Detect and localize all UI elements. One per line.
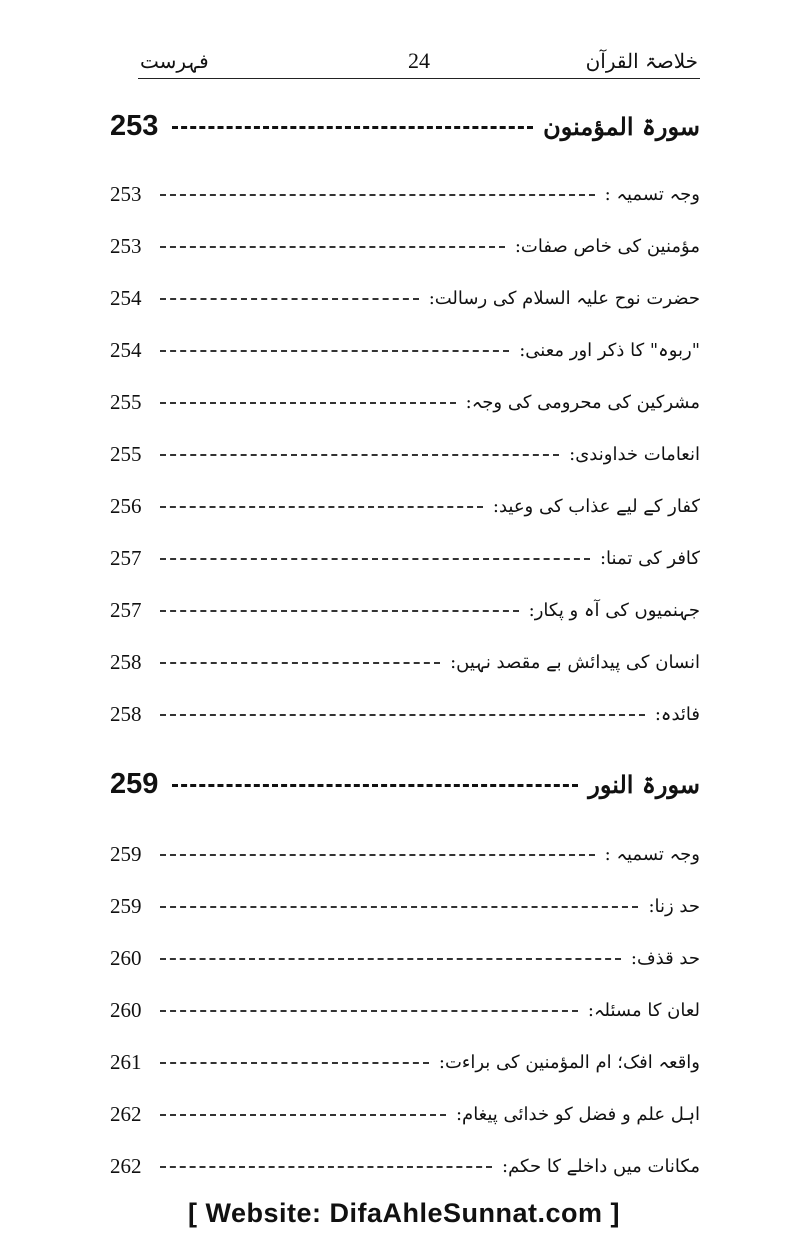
leader-line [160, 1062, 429, 1064]
entry-title: لعان کا مسئلہ: [587, 999, 700, 1021]
entry-title: مکانات میں داخلے کا حکم: [502, 1155, 700, 1177]
leader-line [160, 1010, 578, 1012]
entry-title: حضرت نوح علیہ السلام کی رسالت: [428, 287, 700, 309]
entry-title: وجہ تسمیہ : [604, 843, 700, 865]
entry-title: "ربوہ" کا ذکر اور معنی: [519, 339, 700, 361]
entry-title: کفار کے لیے عذاب کی وعید: [492, 495, 700, 517]
entry-title: فائدہ: [654, 703, 700, 725]
entry-title: وجہ تسمیہ : [604, 183, 700, 205]
leader-line [160, 906, 638, 908]
leader-line [160, 662, 440, 664]
entry-page-number: 260 [110, 997, 142, 1022]
entry-title: واقعہ افک؛ ام المؤمنین کی براءت: [438, 1051, 700, 1073]
leader-line [160, 246, 505, 248]
toc-entry[interactable] [110, 486, 700, 526]
leader-line [160, 350, 509, 352]
entry-title: مؤمنین کی خاص صفات: [514, 235, 700, 257]
toc-entry[interactable] [110, 278, 700, 318]
entry-page-number: 257 [110, 545, 142, 570]
entry-page-number: 258 [110, 701, 142, 726]
toc-entry[interactable] [110, 886, 700, 926]
toc-entry[interactable] [110, 642, 700, 682]
toc-entry[interactable] [110, 1042, 700, 1082]
surah-page-number: 253 [110, 109, 159, 142]
toc-entry[interactable] [110, 538, 700, 578]
entry-page-number: 261 [110, 1049, 142, 1074]
leader-line [160, 1114, 446, 1116]
entry-page-number: 257 [110, 597, 142, 622]
toc-entry[interactable] [110, 226, 700, 266]
toc-entry[interactable] [110, 174, 700, 214]
entry-page-number: 255 [110, 389, 142, 414]
leader-line [172, 126, 533, 129]
entry-title: انعامات خداوندی: [569, 443, 700, 465]
entry-title: حد قذف: [630, 947, 700, 969]
entry-page-number: 259 [110, 893, 142, 918]
entry-title: اہل علم و فضل کو خدائی پیغام: [455, 1103, 700, 1125]
header-book-title: خلاصۃ القرآن [585, 49, 698, 73]
leader-line [160, 714, 645, 716]
entry-page-number: 259 [110, 841, 142, 866]
toc-entry[interactable] [110, 938, 700, 978]
leader-line [160, 854, 595, 856]
toc-entry[interactable] [110, 382, 700, 422]
entry-title: حد زنا: [648, 895, 700, 917]
leader-line [160, 958, 621, 960]
leader-line [160, 1166, 492, 1168]
entry-page-number: 262 [110, 1101, 142, 1126]
entry-title: کافر کی تمنا: [599, 547, 700, 569]
leader-line [160, 558, 590, 560]
toc-entry[interactable] [110, 834, 700, 874]
leader-line [160, 506, 483, 508]
entry-page-number: 256 [110, 493, 142, 518]
leader-line [172, 784, 578, 787]
website-footer: [ Website: DifaAhleSunnat.com ] [187, 1198, 621, 1228]
table-of-contents [110, 0, 700, 1249]
surah-title: سورۃ المؤمنون [543, 111, 700, 141]
header-section-name: فہرست [140, 49, 209, 73]
entry-page-number: 254 [110, 285, 142, 310]
leader-line [160, 454, 559, 456]
header-page-number: 24 [408, 48, 430, 73]
leader-line [160, 610, 519, 612]
surah-title: سورۃ النور [588, 769, 700, 799]
entry-page-number: 253 [110, 233, 142, 258]
entry-title: انسان کی پیدائش بے مقصد نہیں: [450, 651, 700, 673]
toc-entry[interactable] [110, 590, 700, 630]
toc-entry[interactable] [110, 1094, 700, 1134]
entry-title: مشرکین کی محرومی کی وجہ: [465, 391, 700, 413]
toc-entry[interactable] [110, 990, 700, 1030]
toc-entry[interactable] [110, 694, 700, 734]
entry-page-number: 255 [110, 441, 142, 466]
toc-entry[interactable] [110, 330, 700, 370]
surah-heading[interactable] [110, 764, 700, 804]
surah-heading[interactable] [110, 106, 700, 146]
entry-title: جہنمیوں کی آہ و پکار: [528, 599, 700, 621]
entry-page-number: 258 [110, 649, 142, 674]
entry-page-number: 253 [110, 181, 142, 206]
toc-entry[interactable] [110, 1146, 700, 1186]
leader-line [160, 298, 419, 300]
leader-line [160, 402, 456, 404]
surah-page-number: 259 [110, 767, 159, 800]
entry-page-number: 262 [110, 1153, 142, 1178]
entry-page-number: 260 [110, 945, 142, 970]
leader-line [160, 194, 595, 196]
entry-page-number: 254 [110, 337, 142, 362]
toc-entry[interactable] [110, 434, 700, 474]
